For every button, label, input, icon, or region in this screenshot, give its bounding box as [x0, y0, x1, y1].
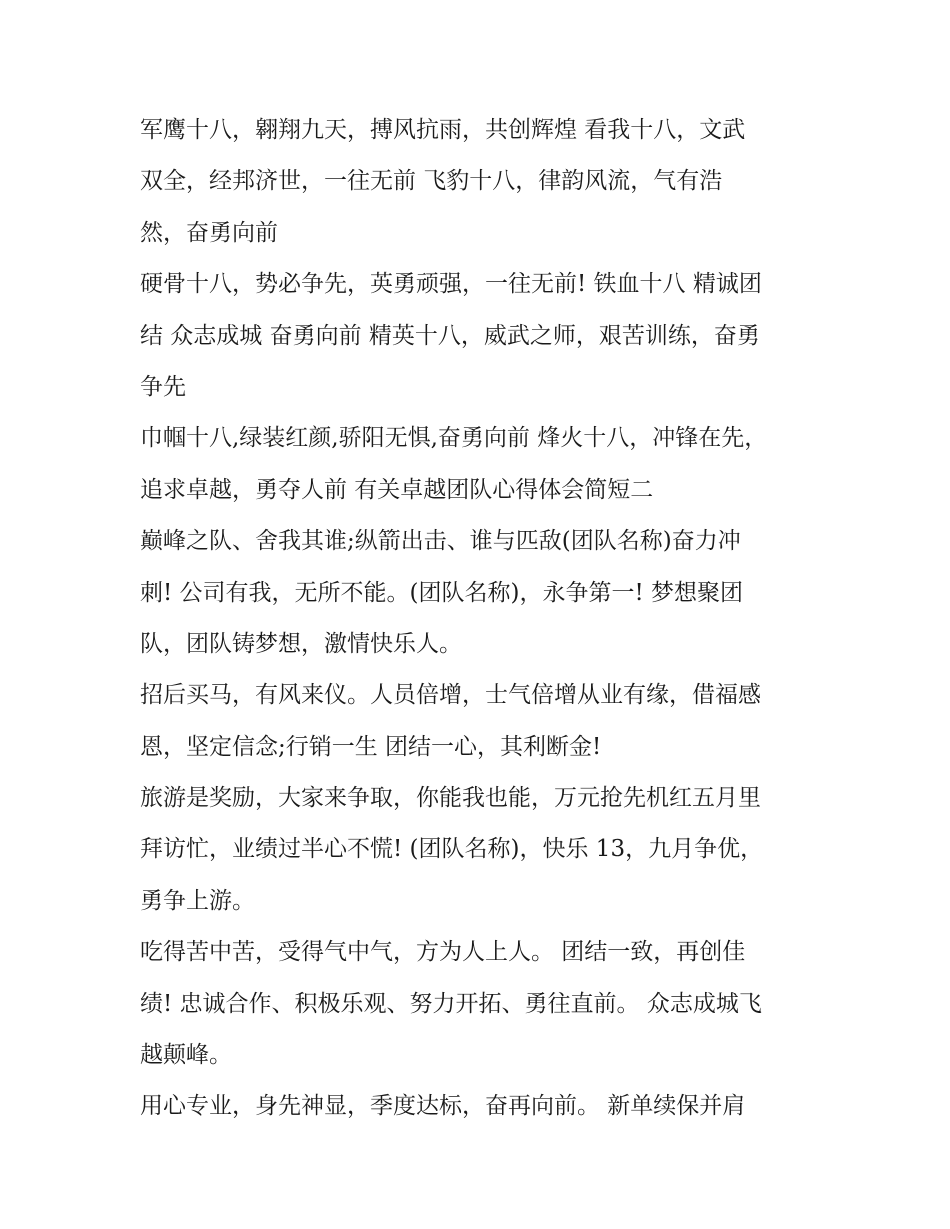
text-line: 勇争上游。	[140, 887, 255, 914]
text-line: 结 众志成城 奋勇向前 精英十八，威武之师，艰苦训练，奋勇	[140, 322, 760, 349]
text-line: 旅游是奖励，大家来争取，你能我也能，万元抢先机红五月里	[140, 785, 761, 812]
text-line: 拜访忙，业绩过半心不慌! (团队名称)，快乐 13，九月争优，	[140, 836, 764, 863]
text-line: 巾帼十八,绿装红颜,骄阳无惧,奋勇向前 烽火十八，冲锋在先，	[140, 425, 768, 452]
text-line: 军鹰十八，翱翔九天，搏风抗雨，共创辉煌 看我十八，文武	[140, 117, 746, 143]
text-line: 然，奋勇向前	[140, 219, 278, 246]
text-line: 越颠峰。	[140, 1042, 232, 1069]
text-line: 招后买马，有风来仪。人员倍增，士气倍增从业有缘，借福感	[140, 682, 761, 709]
text-line: 巅峰之队、舍我其谁;纵箭出击、谁与匹敌(团队名称)奋力冲	[140, 528, 741, 555]
text-line: 争先	[140, 373, 186, 400]
text-line: 队，团队铸梦想，激情快乐人。	[140, 630, 462, 657]
text-line: 硬骨十八，势必争先，英勇顽强，一往无前! 铁血十八 精诚团	[140, 271, 762, 298]
text-line: 绩! 忠诚合作、积极乐观、努力开拓、勇往直前。 众志成城飞	[140, 990, 762, 1017]
text-line: 恩，坚定信念;行销一生 团结一心，其利断金!	[140, 733, 602, 760]
text-line: 追求卓越，勇夺人前 有关卓越团队心得体会简短二	[140, 476, 654, 503]
text-line: 刺! 公司有我，无所不能。(团队名称)，永争第一! 梦想聚团	[140, 579, 744, 606]
document-body	[140, 107, 830, 1135]
text-line: 用心专业，身先神显，季度达标，奋再向前。 新单续保并肩	[140, 1093, 746, 1120]
text-line: 吃得苦中苦，受得气中气，方为人上人。 团结一致，再创佳	[140, 939, 746, 966]
text-line: 双全，经邦济世，一往无前 飞豹十八，律韵风流，气有浩	[140, 168, 723, 195]
